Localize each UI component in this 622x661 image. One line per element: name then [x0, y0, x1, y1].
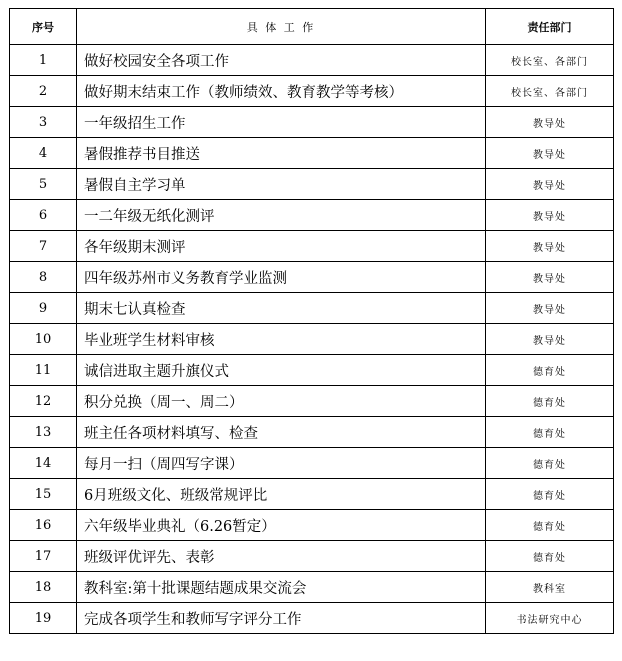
row-number: 13	[10, 417, 77, 448]
row-number: 4	[10, 138, 77, 169]
row-department: 德育处	[486, 510, 614, 541]
row-task: 各年级期末测评	[77, 231, 486, 262]
row-department: 德育处	[486, 386, 614, 417]
row-task: 一年级招生工作	[77, 107, 486, 138]
row-department: 德育处	[486, 479, 614, 510]
row-number: 12	[10, 386, 77, 417]
row-department: 教导处	[486, 293, 614, 324]
table-row	[10, 417, 614, 448]
row-task: 做好校园安全各项工作	[77, 45, 486, 76]
task-table	[9, 8, 614, 634]
row-department: 教导处	[486, 262, 614, 293]
row-task: 班主任各项材料填写、检查	[77, 417, 486, 448]
row-department: 教导处	[486, 324, 614, 355]
row-department: 教科室	[486, 572, 614, 603]
row-department: 校长室、各部门	[486, 76, 614, 107]
row-task: 四年级苏州市义务教育学业监测	[77, 262, 486, 293]
table-row	[10, 200, 614, 231]
row-task: 班级评优评先、表彰	[77, 541, 486, 572]
row-number: 17	[10, 541, 77, 572]
row-department: 德育处	[486, 448, 614, 479]
row-task: 6月班级文化、班级常规评比	[77, 479, 486, 510]
row-department: 德育处	[486, 417, 614, 448]
table-row	[10, 293, 614, 324]
table-row	[10, 324, 614, 355]
row-task: 暑假推荐书目推送	[77, 138, 486, 169]
row-number: 11	[10, 355, 77, 386]
table-row	[10, 479, 614, 510]
row-task: 完成各项学生和教师写字评分工作	[77, 603, 486, 634]
row-number: 1	[10, 45, 77, 76]
table-row	[10, 603, 614, 634]
table-row	[10, 45, 614, 76]
table-row	[10, 572, 614, 603]
table-row	[10, 355, 614, 386]
row-number: 5	[10, 169, 77, 200]
table-row	[10, 386, 614, 417]
row-department: 教导处	[486, 138, 614, 169]
row-number: 15	[10, 479, 77, 510]
header-row	[10, 9, 614, 45]
row-task: 期末七认真检查	[77, 293, 486, 324]
row-task: 毕业班学生材料审核	[77, 324, 486, 355]
row-number: 10	[10, 324, 77, 355]
row-number: 14	[10, 448, 77, 479]
header-no: 序号	[10, 9, 77, 45]
row-number: 9	[10, 293, 77, 324]
row-task: 每月一扫（周四写字课）	[77, 448, 486, 479]
row-department: 教导处	[486, 107, 614, 138]
table-row	[10, 448, 614, 479]
row-task: 积分兑换（周一、周二）	[77, 386, 486, 417]
header-task: 具 体 工 作	[77, 9, 486, 45]
row-number: 18	[10, 572, 77, 603]
row-number: 7	[10, 231, 77, 262]
row-department: 教导处	[486, 200, 614, 231]
row-number: 6	[10, 200, 77, 231]
row-department: 德育处	[486, 355, 614, 386]
row-task: 一二年级无纸化测评	[77, 200, 486, 231]
row-task: 诚信进取主题升旗仪式	[77, 355, 486, 386]
row-task: 做好期末结束工作（教师绩效、教育教学等考核）	[77, 76, 486, 107]
row-department: 书法研究中心	[486, 603, 614, 634]
row-number: 19	[10, 603, 77, 634]
table-row	[10, 138, 614, 169]
row-task: 六年级毕业典礼（6.26暂定）	[77, 510, 486, 541]
row-department: 德育处	[486, 541, 614, 572]
row-department: 校长室、各部门	[486, 45, 614, 76]
table-row	[10, 231, 614, 262]
row-number: 3	[10, 107, 77, 138]
table-body	[10, 45, 614, 634]
row-number: 16	[10, 510, 77, 541]
row-department: 教导处	[486, 169, 614, 200]
table-row	[10, 510, 614, 541]
table-row	[10, 169, 614, 200]
table-row	[10, 541, 614, 572]
table-header	[10, 9, 614, 45]
table-row	[10, 262, 614, 293]
row-task: 暑假自主学习单	[77, 169, 486, 200]
table-row	[10, 76, 614, 107]
row-number: 8	[10, 262, 77, 293]
row-department: 教导处	[486, 231, 614, 262]
row-number: 2	[10, 76, 77, 107]
header-dept: 责任部门	[486, 9, 614, 45]
table-row	[10, 107, 614, 138]
row-task: 教科室:第十批课题结题成果交流会	[77, 572, 486, 603]
